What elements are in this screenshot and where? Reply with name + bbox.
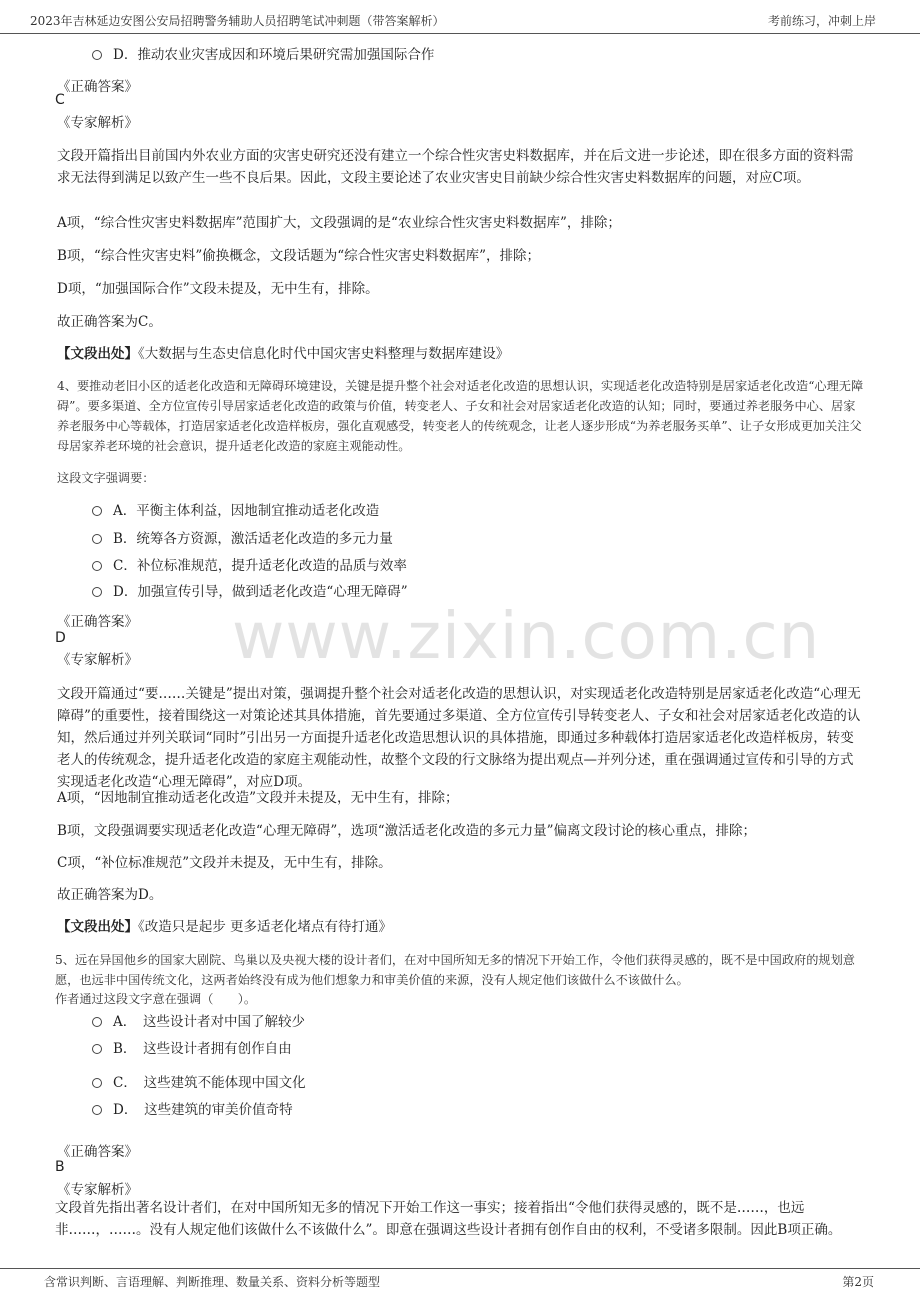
- q5-answer-label: 《正确答案》: [57, 1144, 138, 1160]
- q4-answer: D: [55, 630, 66, 646]
- q4-option-a[interactable]: [92, 501, 379, 521]
- q4-option-a-note: A项，“因地制宜推动适老化改造”文段并未提及，无中生有，排除；: [57, 790, 459, 806]
- radio-icon[interactable]: [92, 1078, 102, 1088]
- q3-source-tag: 【文段出处】: [57, 346, 138, 362]
- q3-conclusion: 故正确答案为C。: [57, 314, 162, 330]
- q3-option-d[interactable]: [92, 45, 434, 65]
- header-rule: [0, 33, 920, 34]
- radio-icon[interactable]: [92, 1105, 102, 1115]
- q4-answer-label: 《正确答案》: [57, 614, 138, 630]
- q4-prompt: 这段文字强调要：: [57, 471, 155, 485]
- radio-icon[interactable]: [92, 506, 102, 516]
- radio-icon[interactable]: [92, 587, 102, 597]
- q5-option-c-text: C． 这些建筑不能体现中国文化: [113, 1075, 306, 1091]
- q3-option-a-note: A项，“综合性灾害史料数据库”范围扩大，文段强调的是“农业综合性灾害史料数据库”，排除；: [57, 215, 621, 231]
- q3-source-title: 《大数据与生态史信息化时代中国灾害史料整理与数据库建设》: [138, 346, 510, 362]
- q3-analysis-label: 《专家解析》: [57, 115, 138, 131]
- q5-option-d-text: D． 这些建筑的审美价值奇特: [113, 1102, 293, 1118]
- radio-icon[interactable]: [92, 50, 102, 60]
- footer-rule: [0, 1268, 920, 1269]
- radio-icon[interactable]: [92, 534, 102, 544]
- q3-answer: C: [55, 92, 65, 108]
- radio-icon[interactable]: [92, 1044, 102, 1054]
- q3-source: [57, 343, 865, 365]
- header-tagline: 考前练习，冲刺上岸: [767, 14, 876, 28]
- q4-option-c-text: C．补位标准规范，提升适老化改造的品质与效率: [113, 558, 407, 574]
- q4-option-b[interactable]: [92, 529, 393, 549]
- footer-topics: 含常识判断、言语理解、判断推理、数量关系、资料分析等题型: [44, 1275, 381, 1289]
- q4-option-c[interactable]: [92, 556, 407, 576]
- q5-analysis: 文段首先指出著名设计者们，在对中国所知无多的情况下开始工作这一事实；接着指出“令他们获得灵感的，既不是……，也远非……，……。没有人规定他们该做什么不该做什么”。即意在强调这些设计者拥有创作自由的权利，不受诸多限制。因此B项正确。: [55, 1200, 842, 1238]
- q5-option-b[interactable]: [92, 1039, 292, 1059]
- q3-option-b-note: B项，“综合性灾害史料”偷换概念，文段话题为“综合性灾害史料数据库”，排除；: [57, 248, 541, 264]
- q5-option-b-text: B． 这些设计者拥有创作自由: [113, 1041, 292, 1057]
- q4-option-b-note: B项，文段强调要实现适老化改造“心理无障碍”，选项“激活适老化改造的多元力量”偏离文段讨论的核心重点，排除；: [57, 823, 757, 839]
- q3-analysis: 文段开篇指出目前国内外农业方面的灾害史研究还没有建立一个综合性灾害史料数据库，并在后文进一步论述，即在很多方面的资料需求无法得到满足以致产生一些不良后果。因此，文段主要论述了农业灾害史目前缺少综合性灾害史料数据库的问题，对应C项。: [57, 148, 854, 186]
- q3-option-d-text: D．推动农业灾害成因和环境后果研究需加强国际合作: [113, 47, 435, 63]
- q5-stem: 5、远在异国他乡的国家大剧院、鸟巢以及央视大楼的设计者们，在对中国所知无多的情况下开始工作，令他们获得灵感的，既不是中国政府的规划意愿，也远非中国传统文化，这两者始终没有成为他们想象力和审美价值的来源，没有人规定他们该做什么不该做什么。: [55, 953, 855, 987]
- q3-answer-label: 《正确答案》: [57, 79, 138, 95]
- q5-option-c[interactable]: [92, 1073, 306, 1093]
- q4-analysis: 文段开篇通过“要……关键是”提出对策，强调提升整个社会对适老化改造的思想认识，对实现适老化改造特别是居家适老化改造“心理无障碍”的重要性，接着围绕这一对策论述其具体措施，首先要通过多渠道、全方位宣传引导转变老人、子女和社会对居家适老化改造的认知，然后通过并列关联词“同时”引出另一方面提升适老化改造思想认识的具体措施，即通过多种载体打造居家适老化改造样板房，转变老人的传统观念，提升适老化改造的家庭主观能动性，故整个文段的行文脉络为提出观点—并列分述，重在强调通过宣传和引导的方式实现适老化改造“心理无障碍”，对应D项。: [57, 686, 861, 790]
- q4-source-title: 《改造只是起步 更多适老化堵点有待打通》: [138, 919, 393, 935]
- watermark: www.zixin.com.cn: [232, 600, 821, 674]
- header-title: 2023年吉林延边安图公安局招聘警务辅助人员招聘笔试冲刺题（带答案解析）: [30, 14, 445, 28]
- q5-option-a-text: A． 这些设计者对中国了解较少: [113, 1014, 305, 1030]
- q4-option-b-text: B．统筹各方资源，激活适老化改造的多元力量: [113, 531, 393, 547]
- q4-option-a-text: A．平衡主体利益，因地制宜推动适老化改造: [113, 503, 380, 519]
- q4-source-tag: 【文段出处】: [57, 919, 138, 935]
- q4-conclusion: 故正确答案为D。: [57, 887, 163, 903]
- q4-stem: 4、要推动老旧小区的适老化改造和无障碍环境建设，关键是提升整个社会对适老化改造的思想认识，实现适老化改造特别是居家适老化改造“心理无障碍”。要多渠道、全方位宣传引导居家适老化改造的政策与价值，转变老人、子女和社会对居家适老化改造的认知；同时，要通过养老服务中心、居家养老服务中心等载体，打造居家适老化改造样板房，强化直观感受，转变老人的传统观念，让老人逐步形成“为养老服务买单”、让子女形成更加关注父母居家养老环境的社会意识，提升适老化改造的家庭主观能动性。: [57, 379, 864, 453]
- q5-option-d[interactable]: [92, 1100, 293, 1120]
- radio-icon[interactable]: [92, 1017, 102, 1027]
- q4-option-d[interactable]: [92, 582, 408, 602]
- q5-analysis-label: 《专家解析》: [57, 1182, 138, 1198]
- q3-option-d-note: D项，“加强国际合作”文段未提及，无中生有，排除。: [57, 281, 379, 297]
- radio-icon[interactable]: [92, 561, 102, 571]
- q5-option-a[interactable]: [92, 1012, 305, 1032]
- q4-option-d-text: D．加强宣传引导，做到适老化改造“心理无障碍”: [113, 584, 408, 600]
- q4-option-c-note: C项，“补位标准规范”文段并未提及，无中生有，排除。: [57, 855, 392, 871]
- q4-source: [57, 916, 865, 938]
- q5-answer: B: [55, 1159, 65, 1175]
- q4-analysis-label: 《专家解析》: [57, 652, 138, 668]
- page-number: 第2页: [842, 1275, 874, 1289]
- q5-prompt: 作者通过这段文字意在强调（ ）。: [55, 992, 257, 1006]
